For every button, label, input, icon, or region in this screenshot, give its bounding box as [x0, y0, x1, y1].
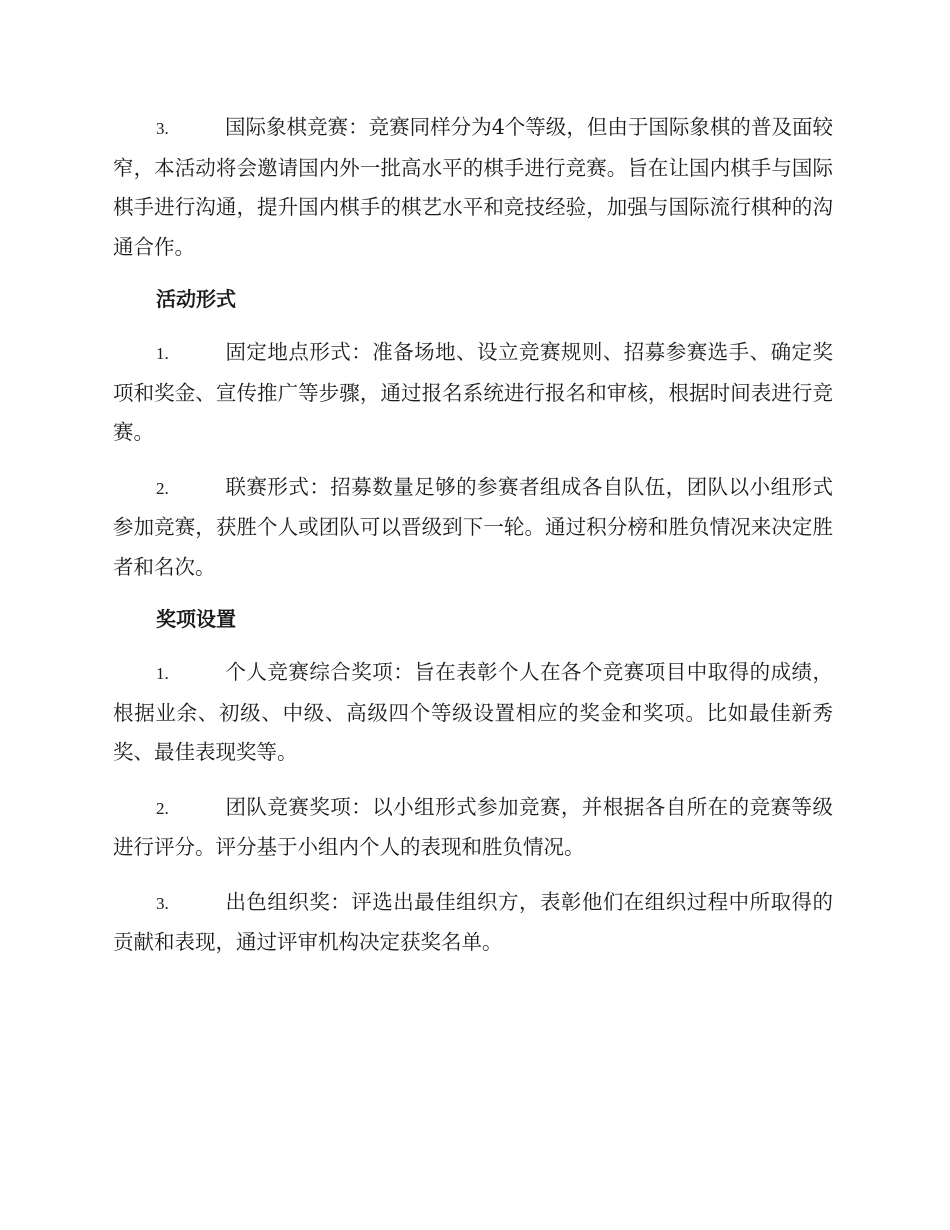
list-item-text: 联赛形式：招募数量足够的参赛者组成各自队伍，团队以小组形式参加竞赛，获胜个人或团队可以晋级到下一轮。通过积分榜和胜负情况来决定胜者和名次。	[113, 474, 833, 579]
list-item-individual-award	[113, 653, 833, 773]
list-item-league-format	[113, 468, 833, 588]
list-item-team-award	[113, 788, 833, 868]
list-item-fixed-venue	[113, 333, 833, 453]
list-item-number: 2.	[156, 478, 169, 498]
list-item-text: 团队竞赛奖项：以小组形式参加竞赛，并根据各自所在的竞赛等级进行评分。评分基于小组内个人的表现和胜负情况。	[113, 794, 833, 859]
list-item-number: 1.	[156, 664, 169, 683]
list-item-text: 个人竞赛综合奖项：旨在表彰个人在各个竞赛项目中取得的成绩，根据业余、初级、中级、高级四个等级设置相应的奖金和奖项。比如最佳新秀奖、最佳表现奖等。	[113, 660, 833, 764]
section-heading-awards: 奖项设置	[156, 607, 236, 631]
list-item-number: 2.	[156, 798, 169, 818]
list-item-chess-competition	[113, 108, 833, 267]
list-item-text: 出色组织奖：评选出最佳组织方，表彰他们在组织过程中所取得的贡献和表现，通过评审机构决定获奖名单。	[113, 889, 833, 954]
section-heading-activity-format: 活动形式	[156, 287, 236, 311]
list-item-organization-award	[113, 883, 833, 963]
list-item-text: 国际象棋竞赛：竞赛同样分为4个等级，但由于国际象棋的普及面较窄，本活动将会邀请国内外一批高水平的棋手进行竞赛。旨在让国内棋手与国际棋手进行沟通，提升国内棋手的棋艺水平和竞技经验，加强与国际流行棋种的沟通合作。	[113, 115, 833, 259]
document-page	[113, 108, 833, 963]
list-item-number: 1.	[156, 344, 169, 363]
list-item-text: 固定地点形式：准备场地、设立竞赛规则、招募参赛选手、确定奖项和奖金、宣传推广等步骤，通过报名系统进行报名和审核，根据时间表进行竞赛。	[113, 340, 833, 444]
list-item-number: 3.	[156, 893, 169, 913]
list-item-number: 3.	[156, 119, 169, 138]
